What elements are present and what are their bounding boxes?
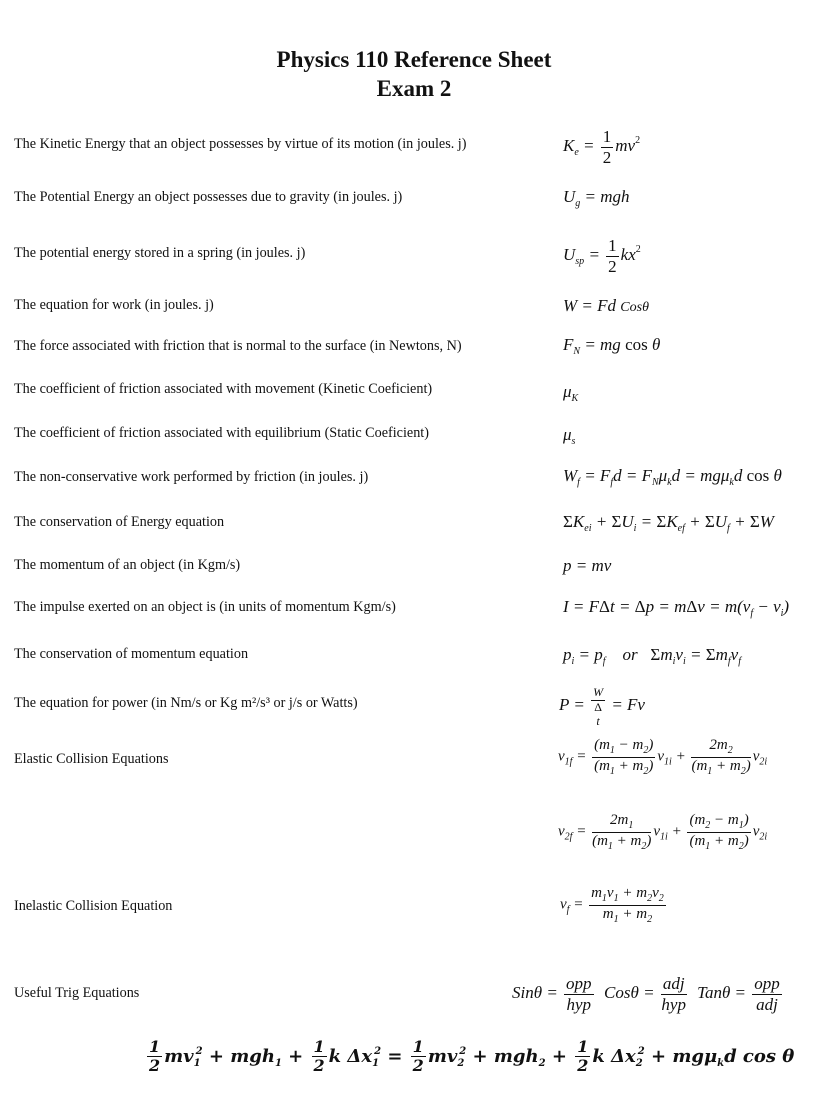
row-desc-kinetic-energy: The Kinetic Energy that an object possesses by virtue of its motion (in joules. j): [14, 136, 467, 152]
row-desc-impulse: The impulse exerted on an object is (in units of momentum Kgm/s): [14, 599, 396, 615]
eq-inelastic-collision: $v_f$ = $\frac{m_1v_1 + m_2v_2}{m_1 + m_2}$: [560, 885, 664, 925]
row-desc-momentum-conservation: The conservation of momentum equation: [14, 646, 249, 662]
row-desc-energy-conservation: The conservation of Energy equation: [14, 514, 225, 530]
eq-momentum-conservation: $p_i = p_f$ or $\Sigma m_iv_i = \Sigma m_fv_f$: [563, 645, 741, 667]
eq-gravitational-pe: $U_g$ = mgh: [563, 187, 630, 209]
row-desc-friction-work: The non-conservative work performed by friction (in joules. j): [14, 469, 369, 485]
row-desc-momentum: The momentum of an object (in Kgm/s): [14, 557, 241, 573]
eq-impulse: $I = F\Delta t = \Delta p = m\Delta v = m(v_f - v_i)$: [563, 597, 790, 619]
row-desc-gravitational-pe: The Potential Energy an object possesses due to gravity (in joules. j): [14, 189, 403, 205]
eq-static-coefficient: $\mu_s$: [563, 425, 576, 447]
eq-power: P = W Δ t = Fv: [559, 685, 645, 728]
eq-friction-work: $W_f = F_fd = F_N\mu_kd = mg\mu_kd$ cos θ: [563, 466, 782, 488]
row-desc-normal-force: The force associated with friction that is normal to the surface (in Newtons, N): [14, 338, 462, 354]
row-desc-power: The equation for power (in Nm/s or Kg m²/s³ or j/s or Watts): [14, 695, 358, 711]
eq-spring-pe: $U_{sp}$ = $\frac{1}{2}$ $kx^2$: [563, 236, 641, 276]
eq-normal-force: $F_N$ = mg cos θ: [563, 335, 661, 357]
row-desc-kinetic-coefficient: The coefficient of friction associated with movement (Kinetic Coeficient): [14, 381, 433, 397]
eq-kinetic-energy: $K_e$ = $\frac{1}{2}$ $mv^2$: [563, 127, 641, 167]
eq-momentum: p = mv: [563, 556, 612, 575]
row-desc-static-coefficient: The coefficient of friction associated with equilibrium (Static Coeficient): [14, 425, 429, 441]
page-subtitle: Exam 2: [376, 76, 452, 101]
row-desc-spring-pe: The potential energy stored in a spring (in joules. j): [14, 245, 306, 261]
eq-kinetic-coefficient: $\mu_K$: [563, 382, 579, 404]
row-desc-work: The equation for work (in joules. j): [14, 297, 214, 313]
row-desc-trig: Useful Trig Equations: [14, 985, 140, 1001]
page-title: Physics 110 Reference Sheet: [276, 47, 552, 72]
row-desc-inelastic-collision: Inelastic Collision Equation: [14, 898, 173, 914]
eq-elastic-v1f: $v_{1f}$ = $\frac{(m_1 - m_2)}{(m_1 + m_2)}$ $v_{1i}$ + $\frac{2m_2}{(m_1 + m_2)}$ $v_{2i}$: [558, 737, 768, 777]
eq-work: W = Fd Cosθ: [563, 296, 649, 315]
eq-energy-conservation: $\Sigma K_{ei} + \Sigma U_i = \Sigma K_{ef} + \Sigma U_f + \Sigma W$: [563, 512, 774, 534]
eq-elastic-v2f: $v_{2f}$ = $\frac{2m_1}{(m_1 + m_2)}$ $v_{1i}$ + $\frac{(m_2 - m_1)}{(m_1 + m_2)}$ $v_{2i}$: [558, 812, 768, 852]
row-desc-elastic-collision: Elastic Collision Equations: [14, 751, 169, 767]
eq-energy-friction-summary: $\frac{1}{2}$ $mv_1^2 + mgh_1$ + $\frac{1}{2}$ k $\Delta x_1^2$ = $\frac{1}{2}$ $mv_2^2 + mgh_2$ + $\frac{1}{2}$ k $\Delta x_2^2 + mg\mu_kd$ cos θ: [149, 1037, 795, 1076]
eq-trig: Sinθ = $\frac{\text{opp}}{\text{hyp}}$ Cosθ = $\frac{\text{adj}}{\text{hyp}}$ Tanθ = $\frac{\text{opp}}{\text{adj}}$: [512, 974, 780, 1014]
